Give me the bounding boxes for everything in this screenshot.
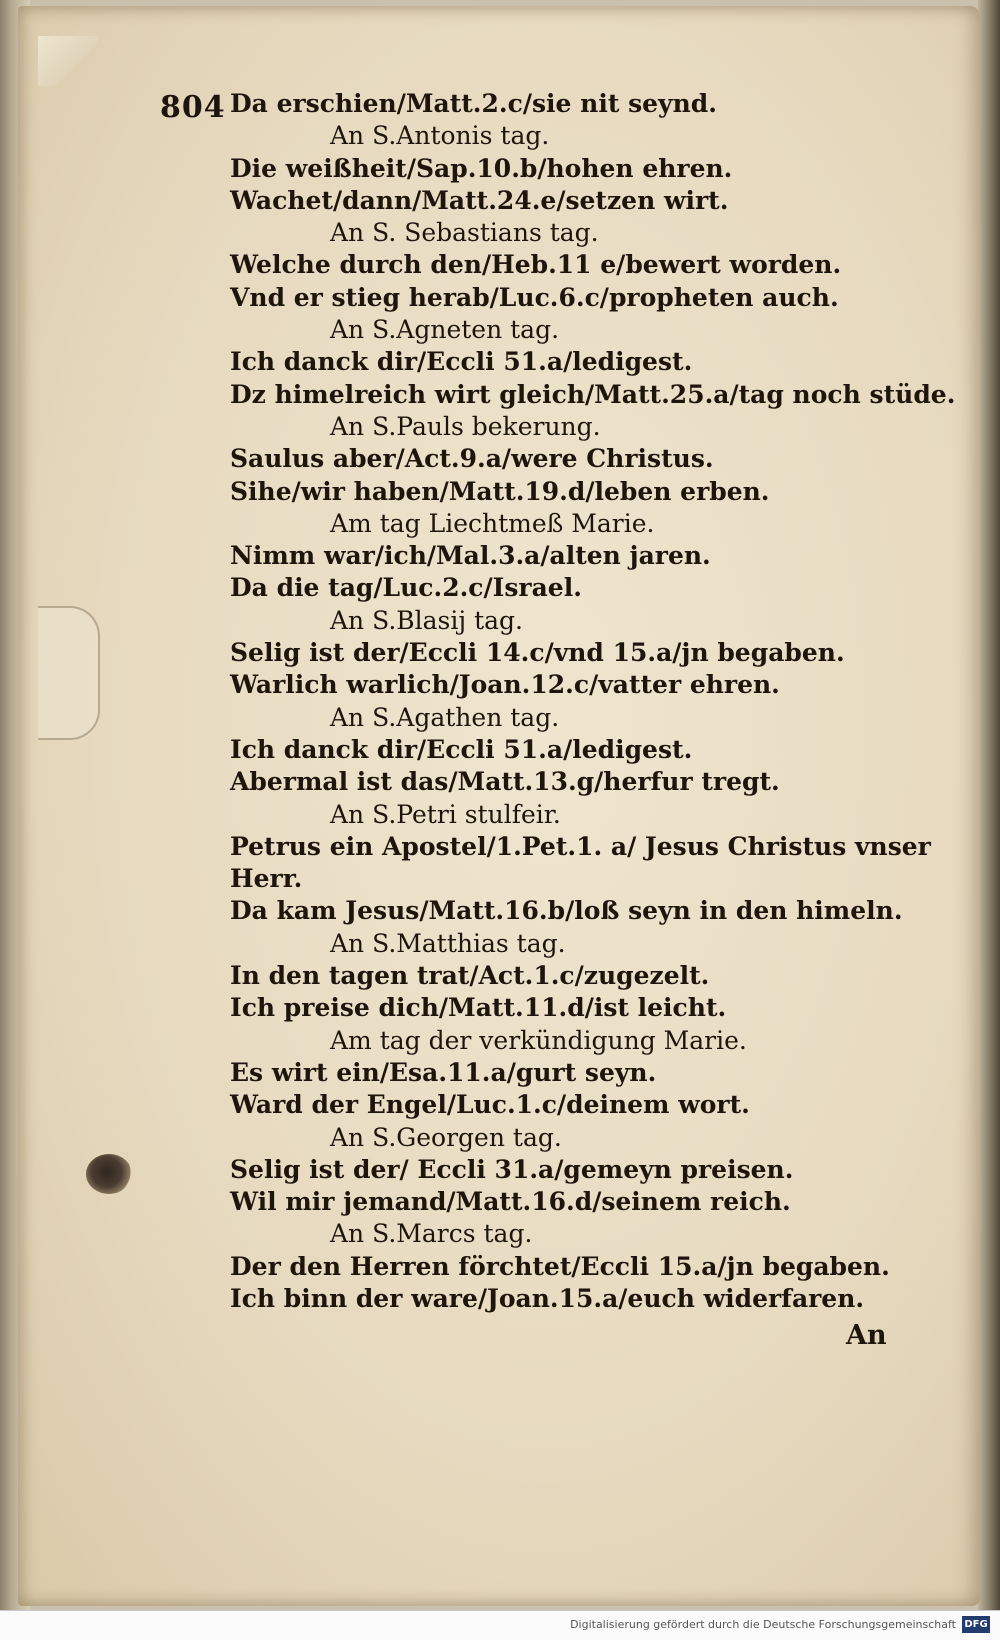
text-line: Ich danck dir/Eccli 51.a/ledigest. [230,734,693,764]
book-edge-right [978,0,1000,1610]
ink-stain [86,1154,132,1194]
text-line: Herr. [230,864,303,894]
funding-credit: Digitalisierung gefördert durch die Deutsche Forschungsgemeinschaft [570,1618,956,1631]
text-line: Abermal ist das/Matt.13.g/herfur tregt. [230,767,780,797]
text-line: Saulus aber/Act.9.a/were Christus. [230,444,714,474]
feast-heading: Am tag der verkündigung Marie. [330,1025,747,1055]
text-line: Selig ist der/Eccli 14.c/vnd 15.a/jn begaben. [230,638,845,668]
feast-heading: An S.Matthias tag. [330,928,566,958]
dfg-logo: DFG [962,1616,990,1633]
text-line: Es wirt ein/Esa.11.a/gurt seyn. [230,1057,657,1087]
text-line: Der den Herren förchtet/Eccli 15.a/jn begaben. [230,1251,890,1281]
page-tab-clip [38,606,100,740]
text-line: Welche durch den/Heb.11 e/bewert worden. [230,250,842,280]
feast-heading: An S.Agathen tag. [330,702,560,732]
text-line: Vnd er stieg herab/Luc.6.c/propheten auch. [230,282,839,312]
feast-heading: An S.Georgen tag. [330,1122,562,1152]
feast-heading: An S.Marcs tag. [330,1219,533,1249]
feast-heading: An S.Pauls bekerung. [330,411,601,441]
text-line: Wil mir jemand/Matt.16.d/seinem reich. [230,1187,791,1217]
text-line: Selig ist der/ Eccli 31.a/gemeyn preisen. [230,1154,794,1184]
text-block [230,88,956,1315]
feast-heading: Am tag Liechtmeß Marie. [330,508,655,538]
text-line: Da kam Jesus/Matt.16.b/loß seyn in den himeln. [230,896,903,926]
page-corner-fold [38,36,98,86]
text-line: Ich danck dir/Eccli 51.a/ledigest. [230,347,693,377]
text-line: Wachet/dann/Matt.24.e/setzen wirt. [230,185,729,215]
text-line: Nimm war/ich/Mal.3.a/alten jaren. [230,541,711,571]
text-line: Petrus ein Apostel/1.Pet.1. a/ Jesus Christus vnser [230,831,931,861]
text-line: Dz himelreich wirt gleich/Matt.25.a/tag noch stüde. [230,379,956,409]
text-line: Da die tag/Luc.2.c/Israel. [230,573,582,603]
text-line: Da erschien/Matt.2.c/sie nit seynd. [230,89,717,118]
feast-heading: An S. Sebastians tag. [330,218,599,248]
text-line: Sihe/wir haben/Matt.19.d/leben erben. [230,476,770,506]
text-line: Ward der Engel/Luc.1.c/deinem wort. [230,1090,750,1120]
feast-heading: An S.Agneten tag. [330,315,560,345]
viewer-footer [0,1610,1000,1640]
text-line: Warlich warlich/Joan.12.c/vatter ehren. [230,670,780,700]
feast-heading: An S.Petri stulfeir. [330,799,561,829]
feast-heading: An S.Antonis tag. [330,121,550,151]
catchword: An [846,1320,887,1351]
text-line: In den tagen trat/Act.1.c/zugezelt. [230,961,710,991]
text-line: Die weißheit/Sap.10.b/hohen ehren. [230,153,733,183]
text-line: Ich binn der ware/Joan.15.a/euch widerfaren. [230,1283,865,1313]
text-line: Ich preise dich/Matt.11.d/ist leicht. [230,993,727,1023]
page-number: 804 [160,90,226,125]
feast-heading: An S.Blasij tag. [330,605,523,635]
